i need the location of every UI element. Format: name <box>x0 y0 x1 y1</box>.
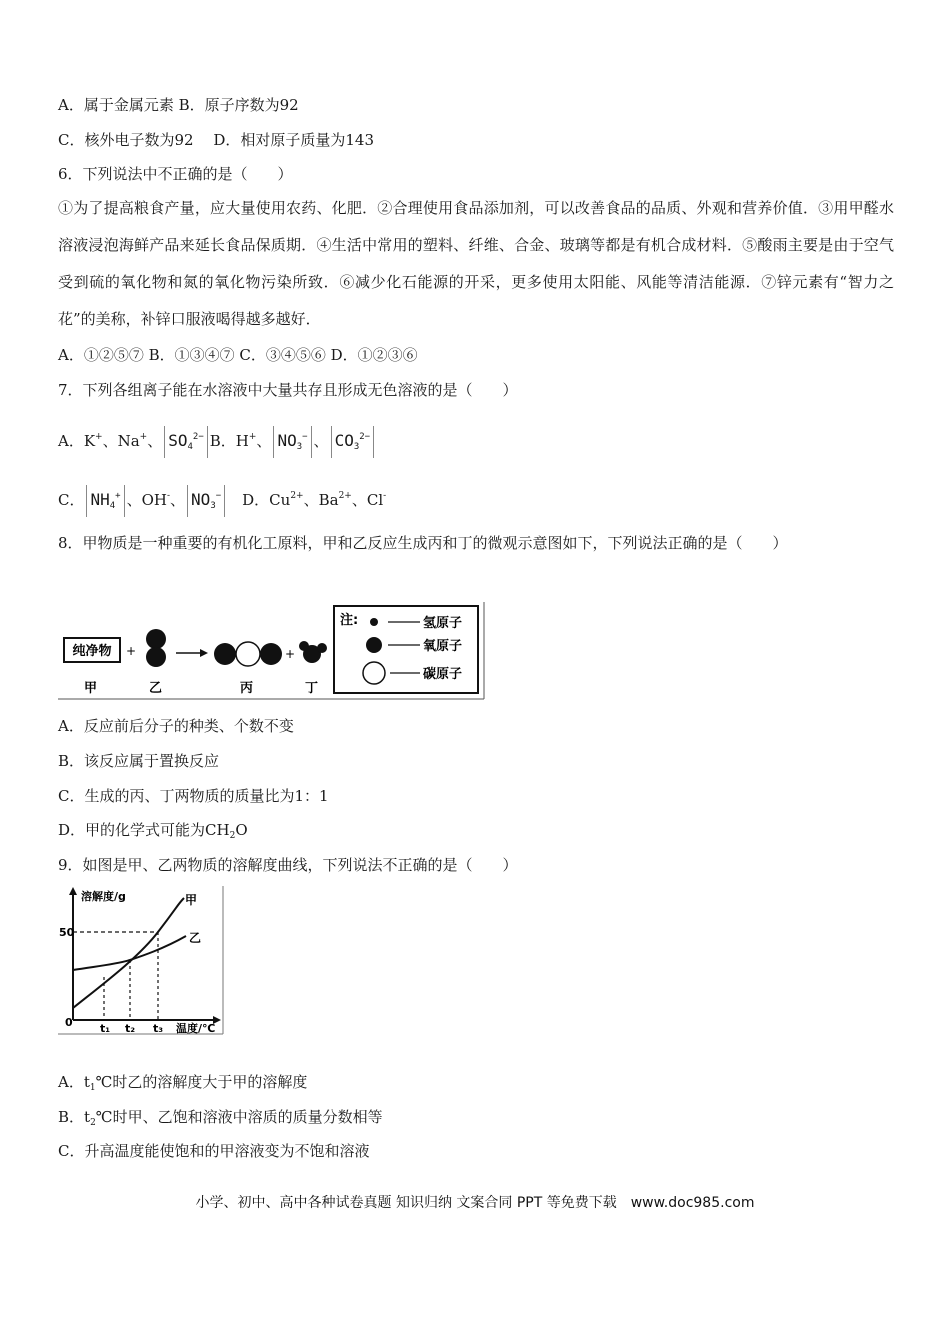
legend-carbon-label: 碳原子 <box>423 667 463 682</box>
curve-yi <box>73 936 186 970</box>
curve-yi-label: 乙 <box>189 931 202 945</box>
t2-label: t₂ <box>125 1022 136 1035</box>
nitrate-ion: $NO_3^-$ <box>273 426 311 458</box>
curve-jia <box>73 898 184 1008</box>
q8-option-b: B．该反应属于置换反应 <box>58 752 220 770</box>
label-yi: 乙 <box>149 681 163 696</box>
q9-option-c: C．升高温度能使饱和的甲溶液变为不饱和溶液 <box>58 1142 370 1160</box>
q8-option-c: C．生成的丙、丁两物质的质量比为1：1 <box>58 787 329 805</box>
q5-options-cd: C．核外电子数为92 D．相对原子质量为143 <box>58 131 374 149</box>
oxygen-atom <box>214 643 236 665</box>
t1-label: t₁ <box>100 1022 111 1035</box>
ammonium-ion: $NH_4^+$ <box>86 485 124 517</box>
legend-title: 注: <box>340 613 359 628</box>
t3-label: t₃ <box>153 1022 164 1035</box>
q7-options-cd: C． $NH_4^+$ 、OH-、 $NO_3^-$ D．$Cu^{2+}$、$Ba^{2+}$、Cl- <box>58 484 386 517</box>
curve-jia-label: 甲 <box>185 893 198 907</box>
q8-stem: 8．甲物质是一种重要的有机化工原料，甲和乙反应生成丙和丁的微观示意图如下，下列说法正确的是（ ） <box>58 534 788 552</box>
nitrate-ion-2: $NO_3^-$ <box>187 485 225 517</box>
legend-carbon <box>363 662 385 684</box>
q6-statements: ①为了提高粮食产量，应大量使用农药、化肥．②合理使用食品添加剂，可以改善食品的品质、外观和营养价值．③用甲醛水溶液浸泡海鲜产品来延长食品保质期．④生活中常用的塑料、纤维、合金、玻璃等都是有机合成材料．⑤酸雨主要是由于空气受到硫的氧化物和氮的氧化物污染所致．⑥减少化石能源的开采，更多使用太阳能、风能等清洁能源．⑦锌元素有“智力之花”的美称，补锌口服液喝得越多越好． <box>58 199 894 328</box>
y-tick-50: 50 <box>59 926 75 939</box>
q8-option-a: A．反应前后分子的种类、个数不变 <box>58 717 294 735</box>
q6-options: A．①②⑤⑦ B．①③④⑦ C．③④⑤⑥ D．①②③⑥ <box>58 346 418 364</box>
q7-stem: 7．下列各组离子能在水溶液中大量共存且形成无色溶液的是（ ） <box>58 381 518 399</box>
oxygen-atom <box>260 643 282 665</box>
q9-option-a: A．$t_1℃$时乙的溶解度大于甲的溶解度 <box>58 1073 308 1093</box>
label-bing: 丙 <box>240 681 254 696</box>
plus-sign-1: + <box>125 644 137 658</box>
legend-hydrogen <box>370 618 378 626</box>
y-axis-label: 溶解度/g <box>81 890 126 903</box>
plus-sign-2: + <box>284 647 296 661</box>
q6-stem: 6．下列说法中不正确的是（ ） <box>58 165 293 183</box>
reaction-diagram <box>58 600 486 702</box>
oxygen-atom <box>146 629 166 649</box>
label-ding: 丁 <box>305 681 319 696</box>
hydrogen-atom <box>317 643 327 653</box>
page-footer: 小学、初中、高中各种试卷真题 知识归纳 文案合同 PPT 等免费下载 www.doc985.com <box>195 1195 755 1211</box>
q7-options-ab: A．K+、Na+、 $SO_4^{2-}$ B．H+、 $NO_3^-$ 、 $CO_3^{2-}$ <box>58 425 376 458</box>
legend-hydrogen-label: 氢原子 <box>423 616 463 631</box>
q9-option-b: B．$t_2℃$时甲、乙饱和溶液中溶质的质量分数相等 <box>58 1108 383 1128</box>
legend-oxygen <box>366 637 382 653</box>
q5-options-ab: A．属于金属元素 B．原子序数为92 <box>58 96 299 114</box>
origin-label: 0 <box>65 1016 73 1029</box>
q8-option-d: D．甲的化学式可能为$CH_2O$ <box>58 821 248 841</box>
oxygen-atom <box>146 647 166 667</box>
legend-oxygen-label: 氧原子 <box>423 639 463 654</box>
solubility-graph <box>58 884 226 1038</box>
x-axis-label: 温度/℃ <box>176 1022 216 1035</box>
carbonate-ion: $CO_3^{2-}$ <box>331 426 375 458</box>
pure-substance-label: 纯净物 <box>72 644 112 659</box>
q9-stem: 9．如图是甲、乙两物质的溶解度曲线，下列说法不正确的是（ ） <box>58 856 518 874</box>
arrow-head <box>200 649 208 657</box>
carbon-atom <box>236 642 260 666</box>
label-jia: 甲 <box>84 681 98 696</box>
sulfate-ion: $SO_4^{2-}$ <box>164 426 208 458</box>
